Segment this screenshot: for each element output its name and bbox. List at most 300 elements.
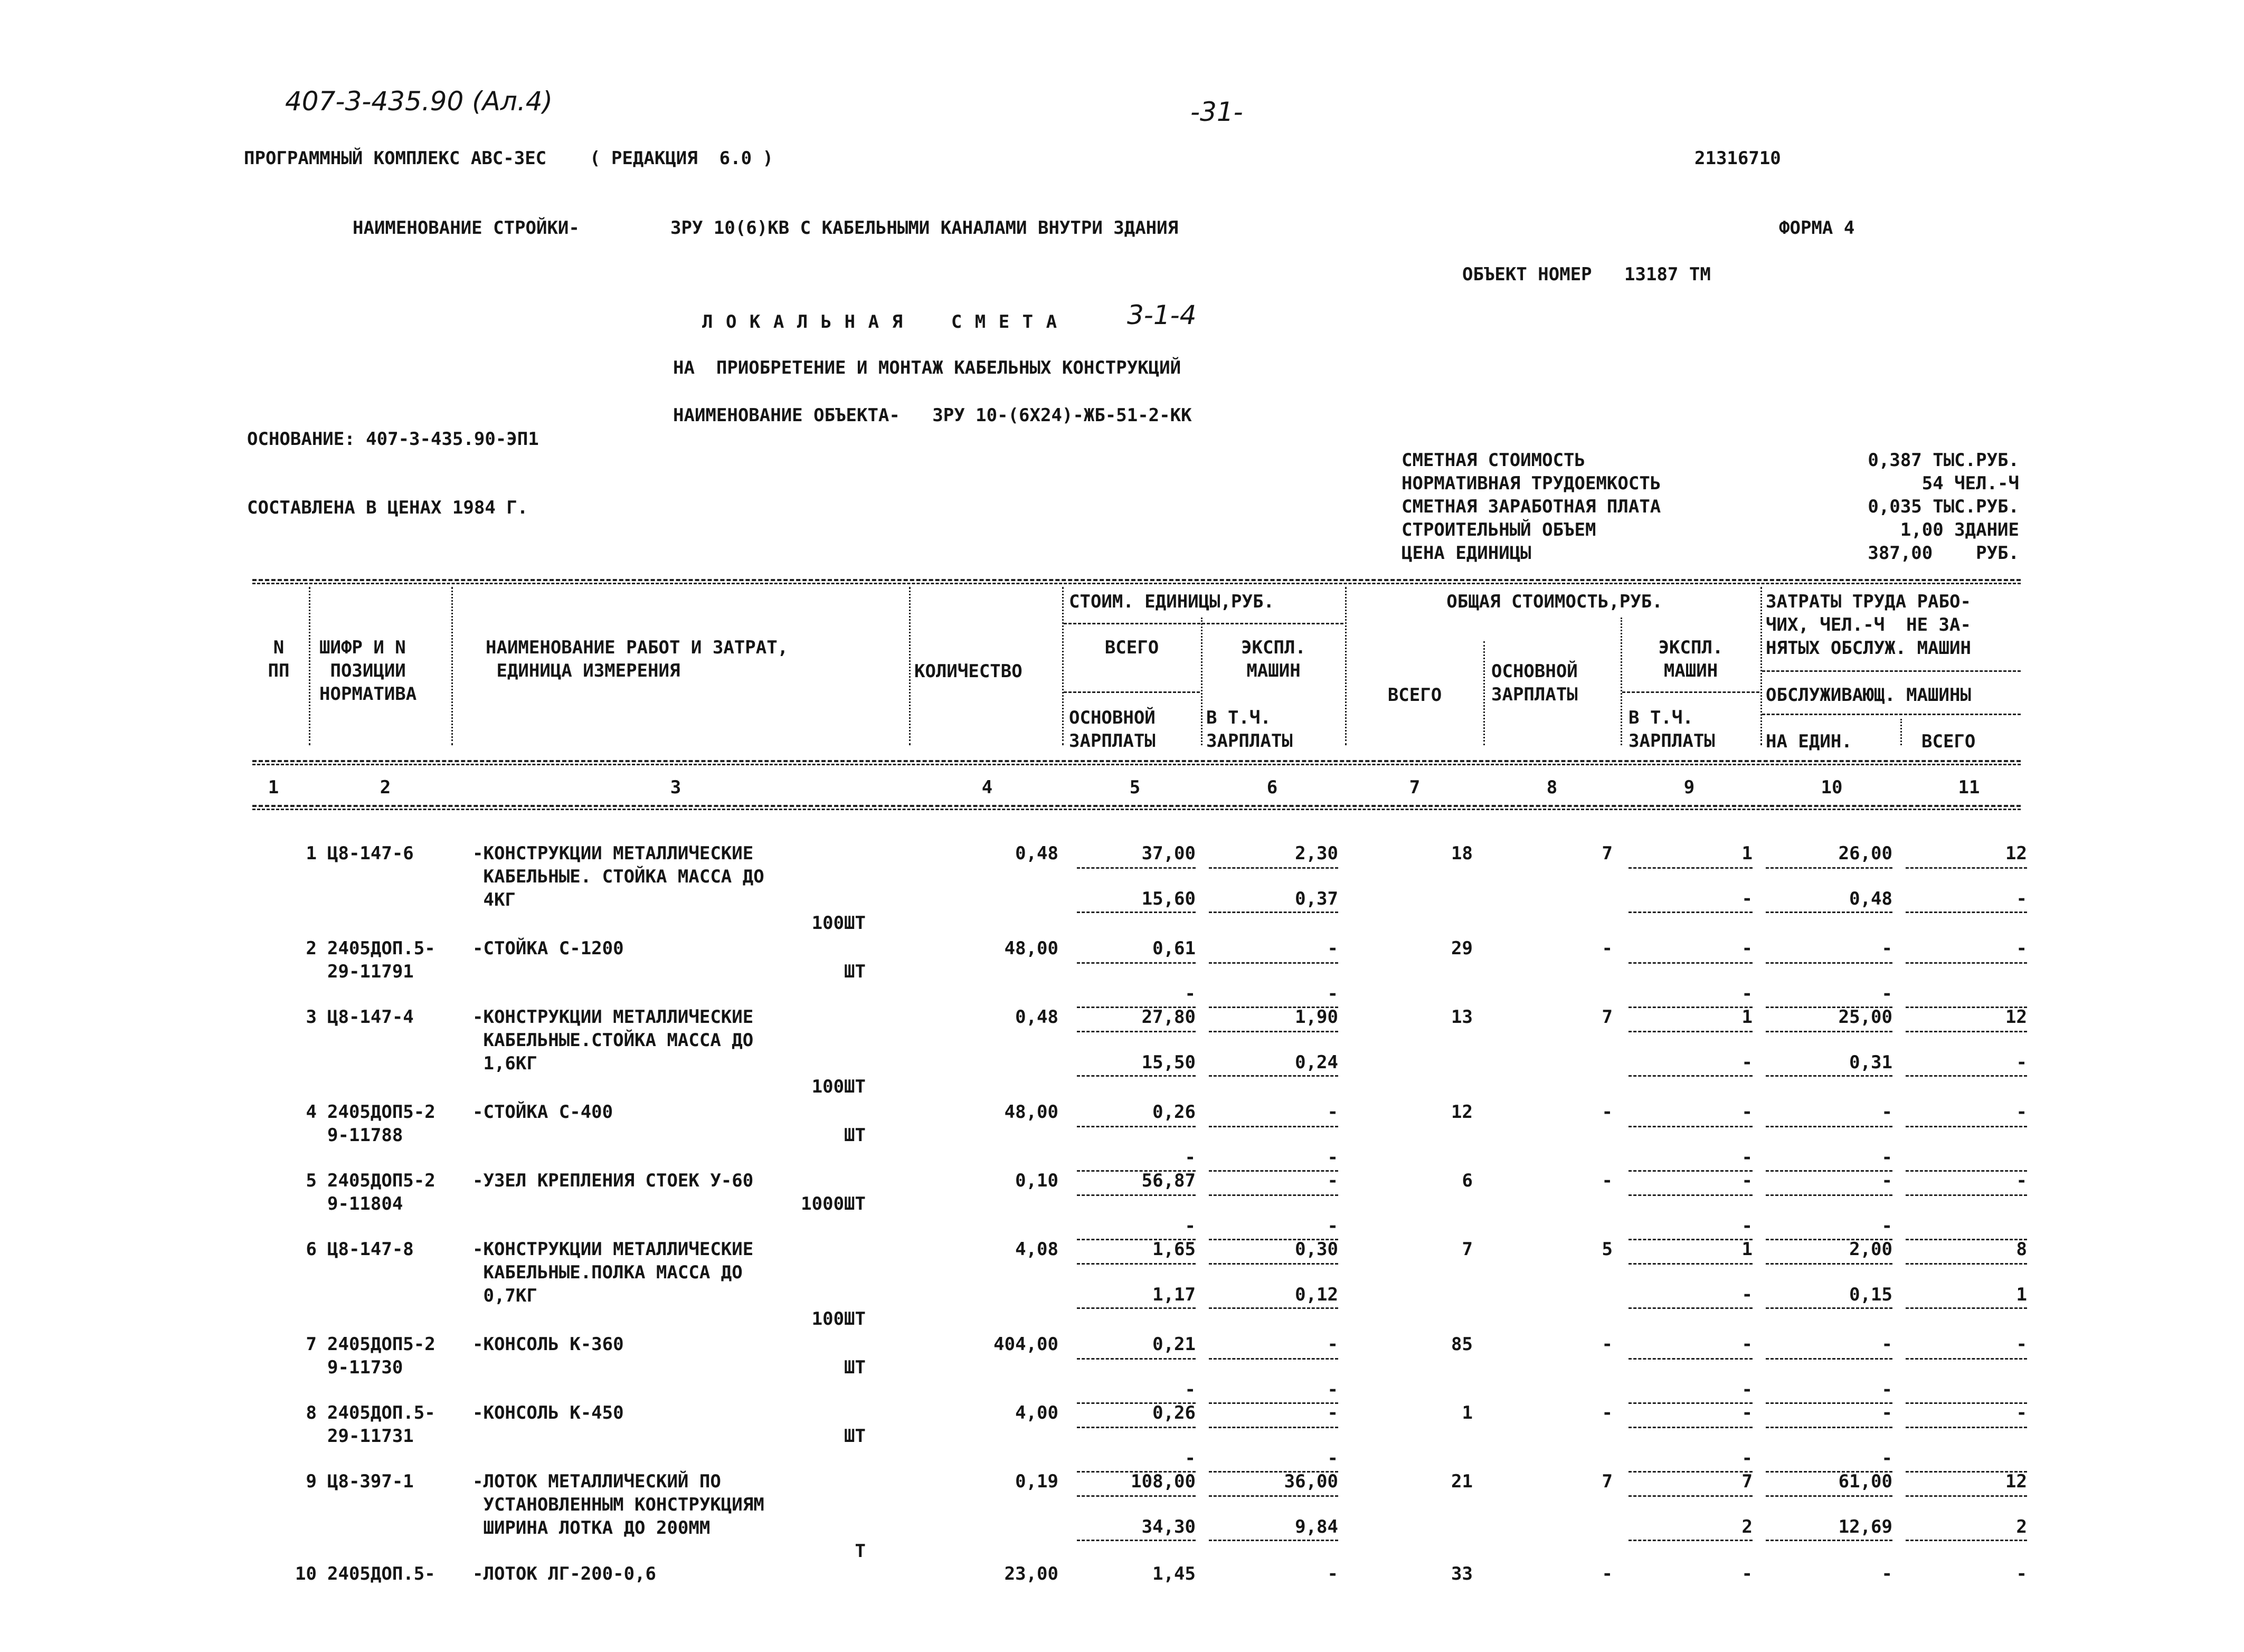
row-unit: Т bbox=[855, 1541, 866, 1562]
row-unit-total: 0,26 bbox=[1152, 1102, 1196, 1123]
header-labor: ЗАТРАТЫ ТРУДА РАБО- ЧИХ, ЧЕЛ.-Ч НЕ ЗА- НЯТЫХ ОБСЛУЖ. МАШИН bbox=[1766, 591, 1971, 659]
row-labor-unit: - bbox=[1881, 1563, 1892, 1584]
col-number: 9 bbox=[1683, 777, 1695, 798]
header-unit-cost: СТОИМ. ЕДИНИЦЫ,РУБ. bbox=[1069, 591, 1274, 612]
cell-divider bbox=[1077, 912, 1196, 913]
row-labor-unit: 61,00 bbox=[1838, 1471, 1892, 1492]
summary-label: СМЕТНАЯ ЗАРАБОТНАЯ ПЛАТА bbox=[1402, 496, 1661, 517]
cell-divider bbox=[1766, 1075, 1892, 1077]
col-number: 5 bbox=[1129, 777, 1141, 798]
header-qty: КОЛИЧЕСТВО bbox=[914, 661, 1022, 682]
rule bbox=[252, 583, 2021, 584]
summary-label: СТРОИТЕЛЬНЫЙ ОБЪЕМ bbox=[1402, 519, 1596, 540]
row-name: -СТОЙКА С-1200 bbox=[472, 938, 624, 959]
col-number: 11 bbox=[1958, 777, 1980, 798]
row-unit-incl: - bbox=[1327, 1448, 1338, 1469]
cell-divider bbox=[1628, 962, 1753, 964]
cell-divider bbox=[1077, 1126, 1196, 1127]
header-labor-total: ВСЕГО bbox=[1921, 731, 1976, 752]
row-unit-incl: 9,84 bbox=[1295, 1516, 1338, 1537]
row-name: -ЛОТОК ЛГ-200-0,6 bbox=[472, 1563, 656, 1584]
summary-label: ЦЕНА ЕДИНИЦЫ bbox=[1402, 543, 1531, 564]
row-total-incl: - bbox=[1741, 1052, 1753, 1073]
cell-divider bbox=[1209, 912, 1338, 913]
row-unit: 100ШТ bbox=[811, 1076, 866, 1097]
row-labor-unit: 2,00 bbox=[1849, 1239, 1892, 1260]
row-unit-incl: 0,12 bbox=[1295, 1284, 1338, 1305]
row-qty: 0,48 bbox=[1015, 843, 1058, 864]
row-code: Ц8-147-8 bbox=[327, 1239, 414, 1260]
row-unit: ШТ bbox=[844, 1426, 866, 1447]
row-total-mach: 7 bbox=[1741, 1471, 1753, 1492]
column-separator bbox=[309, 587, 310, 745]
row-labor-unit: - bbox=[1881, 1402, 1892, 1423]
row-name: -КОНСОЛЬ К-450 bbox=[472, 1402, 624, 1423]
cell-divider bbox=[1209, 1075, 1338, 1077]
rule bbox=[252, 809, 2021, 810]
row-total-mach: 1 bbox=[1741, 1007, 1753, 1028]
row-total-base: - bbox=[1602, 938, 1613, 959]
cell-divider bbox=[1906, 1540, 2027, 1541]
row-name: -КОНСОЛЬ К-360 bbox=[472, 1334, 624, 1355]
row-qty: 0,19 bbox=[1015, 1471, 1058, 1492]
col-number: 3 bbox=[670, 777, 681, 798]
row-labor-unit-serv: - bbox=[1881, 1216, 1892, 1237]
summary-line bbox=[1402, 449, 2019, 472]
cell-divider bbox=[1906, 1031, 2027, 1032]
cell-divider bbox=[1766, 962, 1892, 964]
cell-divider bbox=[1077, 1540, 1196, 1541]
row-labor-unit: - bbox=[1881, 1102, 1892, 1123]
row-unit-incl: - bbox=[1327, 1216, 1338, 1237]
rule bbox=[1762, 714, 2021, 715]
row-total-mach: - bbox=[1741, 1102, 1753, 1123]
header-total-mach: ЭКСПЛ. МАШИН bbox=[1658, 637, 1724, 681]
row-number: 7 bbox=[306, 1334, 317, 1355]
cell-divider bbox=[1077, 1263, 1196, 1265]
row-unit-mach: - bbox=[1327, 1334, 1338, 1355]
summary-line bbox=[1402, 472, 2019, 495]
cell-divider bbox=[1766, 1031, 1892, 1032]
cell-divider bbox=[1906, 867, 2027, 869]
row-total-base: 7 bbox=[1602, 1471, 1613, 1492]
doc-code: 407-3-435.90 (Ал.4) bbox=[285, 86, 553, 117]
row-number: 5 bbox=[306, 1170, 317, 1191]
row-unit-total: 108,00 bbox=[1131, 1471, 1196, 1492]
row-unit-total: 0,26 bbox=[1152, 1402, 1196, 1423]
cell-divider bbox=[1906, 962, 2027, 964]
row-total-incl: - bbox=[1741, 1216, 1753, 1237]
cell-divider bbox=[1766, 1263, 1892, 1265]
row-total-incl: - bbox=[1741, 1147, 1753, 1168]
rule bbox=[1064, 623, 1343, 624]
row-qty: 48,00 bbox=[1004, 1102, 1058, 1123]
row-labor-unit-serv: 0,15 bbox=[1849, 1284, 1892, 1305]
rule bbox=[252, 579, 2021, 581]
row-unit-incl: 0,24 bbox=[1295, 1052, 1338, 1073]
row-total: 6 bbox=[1462, 1170, 1473, 1191]
row-unit-base: - bbox=[1185, 1147, 1196, 1168]
row-qty: 0,10 bbox=[1015, 1170, 1058, 1191]
cell-divider bbox=[1766, 1358, 1892, 1360]
object-name: НАИМЕНОВАНИЕ ОБЪЕКТА- ЗРУ 10-(6X24)-ЖБ-51-2-КК bbox=[673, 405, 1192, 426]
row-total-base: - bbox=[1602, 1402, 1613, 1423]
row-labor-total: 12 bbox=[2005, 1007, 2027, 1028]
row-name: -ЛОТОК МЕТАЛЛИЧЕСКИЙ ПО УСТАНОВЛЕННЫМ КОНСТРУКЦИЯМ ШИРИНА ЛОТКА ДО 200ММ bbox=[472, 1471, 764, 1539]
row-unit-base: 15,50 bbox=[1141, 1052, 1196, 1073]
row-unit-total: 37,00 bbox=[1141, 843, 1196, 864]
row-name: -КОНСТРУКЦИИ МЕТАЛЛИЧЕСКИЕ КАБЕЛЬНЫЕ. СТОЙКА МАССА ДО 4КГ bbox=[472, 843, 764, 910]
row-unit-base: 15,60 bbox=[1141, 888, 1196, 909]
row-total-base: - bbox=[1602, 1563, 1613, 1584]
document-subtitle: НА ПРИОБРЕТЕНИЕ И МОНТАЖ КАБЕЛЬНЫХ КОНСТРУКЦИЙ bbox=[673, 357, 1181, 378]
cell-divider bbox=[1077, 1031, 1196, 1032]
rule bbox=[252, 764, 2021, 765]
cell-divider bbox=[1628, 1126, 1753, 1127]
col-number: 10 bbox=[1821, 777, 1843, 798]
row-total: 12 bbox=[1451, 1102, 1473, 1123]
row-qty: 0,48 bbox=[1015, 1007, 1058, 1028]
cell-divider bbox=[1077, 1427, 1196, 1428]
cell-divider bbox=[1628, 1031, 1753, 1032]
cell-divider bbox=[1628, 1263, 1753, 1265]
row-number: 9 bbox=[306, 1471, 317, 1492]
row-total: 21 bbox=[1451, 1471, 1473, 1492]
col-number: 6 bbox=[1266, 777, 1278, 798]
cell-divider bbox=[1766, 867, 1892, 869]
row-labor-total: 8 bbox=[2016, 1239, 2027, 1260]
row-total-incl: - bbox=[1741, 983, 1753, 1004]
row-code: 2405ДОП5-2 9-11804 bbox=[327, 1170, 435, 1214]
document-title: Л О К А Л Ь Н А Я С М Е Т А bbox=[702, 311, 1058, 333]
cell-divider bbox=[1077, 1194, 1196, 1196]
row-name: -УЗЕЛ КРЕПЛЕНИЯ СТОЕК У-60 bbox=[472, 1170, 754, 1191]
cell-divider bbox=[1628, 867, 1753, 869]
row-qty: 404,00 bbox=[993, 1334, 1058, 1355]
row-unit: ШТ bbox=[844, 1357, 866, 1378]
row-code: 2405ДОП.5- bbox=[327, 1563, 435, 1584]
cell-divider bbox=[1628, 912, 1753, 913]
cell-divider bbox=[1209, 1358, 1338, 1360]
doc-number: 21316710 bbox=[1694, 148, 1781, 169]
cell-divider bbox=[1077, 867, 1196, 869]
row-number: 3 bbox=[306, 1007, 317, 1028]
header-unit-incl: В Т.Ч. ЗАРПЛАТЫ bbox=[1206, 707, 1293, 752]
summary-value: 0,035 ТЫС.РУБ. bbox=[1868, 496, 2019, 517]
row-labor-total: - bbox=[2016, 1170, 2027, 1191]
row-unit-mach: - bbox=[1327, 938, 1338, 959]
row-name: -КОНСТРУКЦИИ МЕТАЛЛИЧЕСКИЕ КАБЕЛЬНЫЕ.СТОЙКА МАССА ДО 1,6КГ bbox=[472, 1007, 754, 1074]
row-code: 2405ДОП5-2 9-11730 bbox=[327, 1334, 435, 1378]
row-labor-unit-serv: 12,69 bbox=[1838, 1516, 1892, 1537]
cell-divider bbox=[1906, 1194, 2027, 1196]
cell-divider bbox=[1628, 1358, 1753, 1360]
col-number: 7 bbox=[1409, 777, 1421, 798]
row-labor-total: 12 bbox=[2005, 1471, 2027, 1492]
summary-line bbox=[1402, 495, 2019, 518]
cell-divider bbox=[1628, 1540, 1753, 1541]
row-total-mach: - bbox=[1741, 1402, 1753, 1423]
construction-label: НАИМЕНОВАНИЕ СТРОЙКИ- bbox=[353, 217, 580, 239]
row-name: -СТОЙКА С-400 bbox=[472, 1102, 613, 1123]
cell-divider bbox=[1628, 1307, 1753, 1309]
object-number: ОБЪЕКТ НОМЕР 13187 ТМ bbox=[1462, 264, 1711, 285]
cell-divider bbox=[1766, 1126, 1892, 1127]
row-total-incl: - bbox=[1741, 1284, 1753, 1305]
row-total-mach: - bbox=[1741, 938, 1753, 959]
cell-divider bbox=[1077, 1075, 1196, 1077]
summary-line bbox=[1402, 542, 2019, 565]
row-total: 7 bbox=[1462, 1239, 1473, 1260]
row-name: -КОНСТРУКЦИИ МЕТАЛЛИЧЕСКИЕ КАБЕЛЬНЫЕ.ПОЛКА МАССА ДО 0,7КГ bbox=[472, 1239, 754, 1306]
column-separator bbox=[451, 587, 453, 745]
row-unit-mach: 1,90 bbox=[1295, 1007, 1338, 1028]
header-name: НАИМЕНОВАНИЕ РАБОТ И ЗАТРАТ, ЕДИНИЦА ИЗМЕРЕНИЯ bbox=[486, 637, 789, 681]
row-unit: ШТ bbox=[844, 961, 866, 982]
row-total-mach: - bbox=[1741, 1170, 1753, 1191]
construction-name: ЗРУ 10(6)КВ С КАБЕЛЬНЫМИ КАНАЛАМИ ВНУТРИ ЗДАНИЯ bbox=[670, 217, 1179, 239]
row-number: 1 bbox=[306, 843, 317, 864]
column-separator bbox=[1062, 587, 1064, 745]
cell-divider bbox=[1209, 1031, 1338, 1032]
row-unit-incl: - bbox=[1327, 983, 1338, 1004]
row-labor-unit: - bbox=[1881, 1334, 1892, 1355]
row-total-mach: - bbox=[1741, 1563, 1753, 1584]
cell-divider bbox=[1906, 1495, 2027, 1497]
page-number: -31- bbox=[1190, 97, 1243, 127]
row-labor-total: - bbox=[2016, 938, 2027, 959]
row-number: 10 bbox=[295, 1563, 317, 1584]
row-unit-mach: 0,30 bbox=[1295, 1239, 1338, 1260]
row-total: 29 bbox=[1451, 938, 1473, 959]
row-unit-total: 27,80 bbox=[1141, 1007, 1196, 1028]
cell-divider bbox=[1209, 1307, 1338, 1309]
row-unit: ШТ bbox=[844, 1125, 866, 1146]
summary-block bbox=[1402, 449, 2019, 565]
row-unit-base: - bbox=[1185, 1216, 1196, 1237]
row-unit-base: - bbox=[1185, 983, 1196, 1004]
rule bbox=[1064, 691, 1200, 693]
row-total: 85 bbox=[1451, 1334, 1473, 1355]
row-unit-total: 0,61 bbox=[1152, 938, 1196, 959]
col-number: 2 bbox=[380, 777, 391, 798]
estimate-number: 3-1-4 bbox=[1127, 300, 1197, 330]
row-unit-base: - bbox=[1185, 1379, 1196, 1400]
header-labor-unit: НА ЕДИН. bbox=[1766, 731, 1852, 752]
row-labor-unit: 26,00 bbox=[1838, 843, 1892, 864]
cell-divider bbox=[1906, 912, 2027, 913]
cell-divider bbox=[1906, 1307, 2027, 1309]
row-code: Ц8-147-4 bbox=[327, 1007, 414, 1028]
cell-divider bbox=[1766, 912, 1892, 913]
row-labor-total: - bbox=[2016, 1563, 2027, 1584]
cell-divider bbox=[1628, 1495, 1753, 1497]
header-total-incl: В Т.Ч. ЗАРПЛАТЫ bbox=[1628, 707, 1715, 752]
cell-divider bbox=[1209, 1126, 1338, 1127]
summary-label: НОРМАТИВНАЯ ТРУДОЕМКОСТЬ bbox=[1402, 473, 1661, 494]
cell-divider bbox=[1209, 1427, 1338, 1428]
rule bbox=[252, 760, 2021, 762]
header-total-cost: ОБЩАЯ СТОИМОСТЬ,РУБ. bbox=[1446, 591, 1663, 612]
row-unit: 1000ШТ bbox=[801, 1193, 866, 1214]
row-qty: 4,00 bbox=[1015, 1402, 1058, 1423]
row-total-incl: - bbox=[1741, 1448, 1753, 1469]
cell-divider bbox=[1906, 1427, 2027, 1428]
row-unit-base: 1,17 bbox=[1152, 1284, 1196, 1305]
cell-divider bbox=[1906, 1263, 2027, 1265]
row-code: 2405ДОП5-2 9-11788 bbox=[327, 1102, 435, 1146]
cell-divider bbox=[1077, 1495, 1196, 1497]
row-unit: 100ШТ bbox=[811, 1308, 866, 1330]
column-separator bbox=[1760, 587, 1762, 745]
cell-divider bbox=[1766, 1495, 1892, 1497]
row-labor-unit: - bbox=[1881, 938, 1892, 959]
row-unit-total: 1,45 bbox=[1152, 1563, 1196, 1584]
column-separator bbox=[909, 587, 911, 745]
column-separator bbox=[1483, 641, 1485, 745]
cell-divider bbox=[1077, 962, 1196, 964]
header-labor-serv: ОБСЛУЖИВАЮЩ. МАШИНЫ bbox=[1766, 685, 1971, 706]
cell-divider bbox=[1906, 1358, 2027, 1360]
col-number: 4 bbox=[981, 777, 993, 798]
row-unit-mach: 2,30 bbox=[1295, 843, 1338, 864]
row-code: Ц8-147-6 bbox=[327, 843, 414, 864]
cell-divider bbox=[1766, 1427, 1892, 1428]
row-labor-total: 12 bbox=[2005, 843, 2027, 864]
summary-value: 0,387 ТЫС.РУБ. bbox=[1868, 450, 2019, 471]
row-total-base: - bbox=[1602, 1170, 1613, 1191]
row-unit-incl: - bbox=[1327, 1147, 1338, 1168]
summary-label: СМЕТНАЯ СТОИМОСТЬ bbox=[1402, 450, 1585, 471]
cell-divider bbox=[1766, 1307, 1892, 1309]
col-number: 1 bbox=[268, 777, 279, 798]
column-separator bbox=[1201, 618, 1203, 745]
header-code: ШИФР И N ПОЗИЦИИ НОРМАТИВА bbox=[319, 637, 417, 705]
row-unit-mach: 36,00 bbox=[1284, 1471, 1338, 1492]
cell-divider bbox=[1209, 1194, 1338, 1196]
row-labor-total-serv: 1 bbox=[2016, 1284, 2027, 1305]
row-unit-total: 0,21 bbox=[1152, 1334, 1196, 1355]
rule bbox=[1622, 691, 1759, 693]
row-total-mach: - bbox=[1741, 1334, 1753, 1355]
basis: ОСНОВАНИЕ: 407-3-435.90-ЭП1 bbox=[247, 429, 539, 450]
row-code: Ц8-397-1 bbox=[327, 1471, 414, 1492]
row-qty: 23,00 bbox=[1004, 1563, 1058, 1584]
cell-divider bbox=[1628, 1194, 1753, 1196]
row-unit-incl: 0,37 bbox=[1295, 888, 1338, 909]
price-level: СОСТАВЛЕНА В ЦЕНАХ 1984 Г. bbox=[247, 497, 528, 518]
row-total-base: 5 bbox=[1602, 1239, 1613, 1260]
row-unit-total: 56,87 bbox=[1141, 1170, 1196, 1191]
row-total-base: 7 bbox=[1602, 843, 1613, 864]
cell-divider bbox=[1209, 1495, 1338, 1497]
cell-divider bbox=[1766, 1540, 1892, 1541]
row-total: 33 bbox=[1451, 1563, 1473, 1584]
header-total-all: ВСЕГО bbox=[1387, 685, 1442, 706]
row-number: 4 bbox=[306, 1102, 317, 1123]
cell-divider bbox=[1209, 1540, 1338, 1541]
column-separator bbox=[1900, 719, 1902, 745]
cell-divider bbox=[1209, 962, 1338, 964]
summary-value: 387,00 РУБ. bbox=[1868, 543, 2019, 564]
row-total-incl: - bbox=[1741, 888, 1753, 909]
row-labor-unit-serv: 0,31 bbox=[1849, 1052, 1892, 1073]
row-qty: 4,08 bbox=[1015, 1239, 1058, 1260]
row-labor-unit: 25,00 bbox=[1838, 1007, 1892, 1028]
row-total-mach: 1 bbox=[1741, 1239, 1753, 1260]
row-total-mach: 1 bbox=[1741, 843, 1753, 864]
row-unit-mach: - bbox=[1327, 1170, 1338, 1191]
cell-divider bbox=[1906, 1126, 2027, 1127]
form-label: ФОРМА 4 bbox=[1779, 217, 1855, 239]
cell-divider bbox=[1906, 1075, 2027, 1077]
row-unit-incl: - bbox=[1327, 1379, 1338, 1400]
row-labor-total: - bbox=[2016, 1102, 2027, 1123]
row-total: 18 bbox=[1451, 843, 1473, 864]
rule bbox=[1762, 670, 2021, 672]
row-unit: 100ШТ bbox=[811, 913, 866, 934]
cell-divider bbox=[1209, 1263, 1338, 1265]
row-total-base: - bbox=[1602, 1102, 1613, 1123]
row-unit-mach: - bbox=[1327, 1563, 1338, 1584]
rule bbox=[252, 805, 2021, 807]
row-unit-mach: - bbox=[1327, 1102, 1338, 1123]
row-number: 2 bbox=[306, 938, 317, 959]
row-labor-unit-serv: 0,48 bbox=[1849, 888, 1892, 909]
summary-line bbox=[1402, 518, 2019, 542]
row-labor-total-serv: 2 bbox=[2016, 1516, 2027, 1537]
header-total-base: ОСНОВНОЙ ЗАРПЛАТЫ bbox=[1491, 661, 1578, 705]
header-unit-base: ОСНОВНОЙ ЗАРПЛАТЫ bbox=[1069, 707, 1156, 752]
row-labor-total: - bbox=[2016, 1402, 2027, 1423]
row-total-base: - bbox=[1602, 1334, 1613, 1355]
summary-value: 1,00 ЗДАНИЕ bbox=[1900, 519, 2019, 540]
header-unit-total: ВСЕГО bbox=[1104, 637, 1159, 658]
summary-value: 54 ЧЕЛ.-Ч bbox=[1921, 473, 2019, 494]
row-labor-unit-serv: - bbox=[1881, 983, 1892, 1004]
cell-divider bbox=[1628, 1427, 1753, 1428]
row-labor-unit-serv: - bbox=[1881, 1379, 1892, 1400]
row-labor-unit: - bbox=[1881, 1170, 1892, 1191]
header-unit-mach: ЭКСПЛ. МАШИН bbox=[1241, 637, 1306, 681]
row-unit-total: 1,65 bbox=[1152, 1239, 1196, 1260]
row-total: 1 bbox=[1462, 1402, 1473, 1423]
cell-divider bbox=[1766, 1194, 1892, 1196]
row-labor-total-serv: - bbox=[2016, 888, 2027, 909]
row-total-base: 7 bbox=[1602, 1007, 1613, 1028]
header-num: N ПП bbox=[268, 637, 290, 681]
row-unit-mach: - bbox=[1327, 1402, 1338, 1423]
row-number: 6 bbox=[306, 1239, 317, 1260]
row-code: 2405ДОП.5- 29-11791 bbox=[327, 938, 435, 982]
row-unit-base: 34,30 bbox=[1141, 1516, 1196, 1537]
row-labor-total: - bbox=[2016, 1334, 2027, 1355]
row-total-incl: 2 bbox=[1741, 1516, 1753, 1537]
row-labor-total-serv: - bbox=[2016, 1052, 2027, 1073]
cell-divider bbox=[1628, 1075, 1753, 1077]
cell-divider bbox=[1077, 1358, 1196, 1360]
row-number: 8 bbox=[306, 1402, 317, 1423]
software-title: ПРОГРАММНЫЙ КОМПЛЕКС АВС-3ЕС ( РЕДАКЦИЯ 6.0 ) bbox=[244, 148, 774, 169]
row-qty: 48,00 bbox=[1004, 938, 1058, 959]
col-number: 8 bbox=[1546, 777, 1558, 798]
row-code: 2405ДОП.5- 29-11731 bbox=[327, 1402, 435, 1447]
cell-divider bbox=[1077, 1307, 1196, 1309]
row-labor-unit-serv: - bbox=[1881, 1448, 1892, 1469]
cell-divider bbox=[1209, 867, 1338, 869]
row-total: 13 bbox=[1451, 1007, 1473, 1028]
row-total-incl: - bbox=[1741, 1379, 1753, 1400]
